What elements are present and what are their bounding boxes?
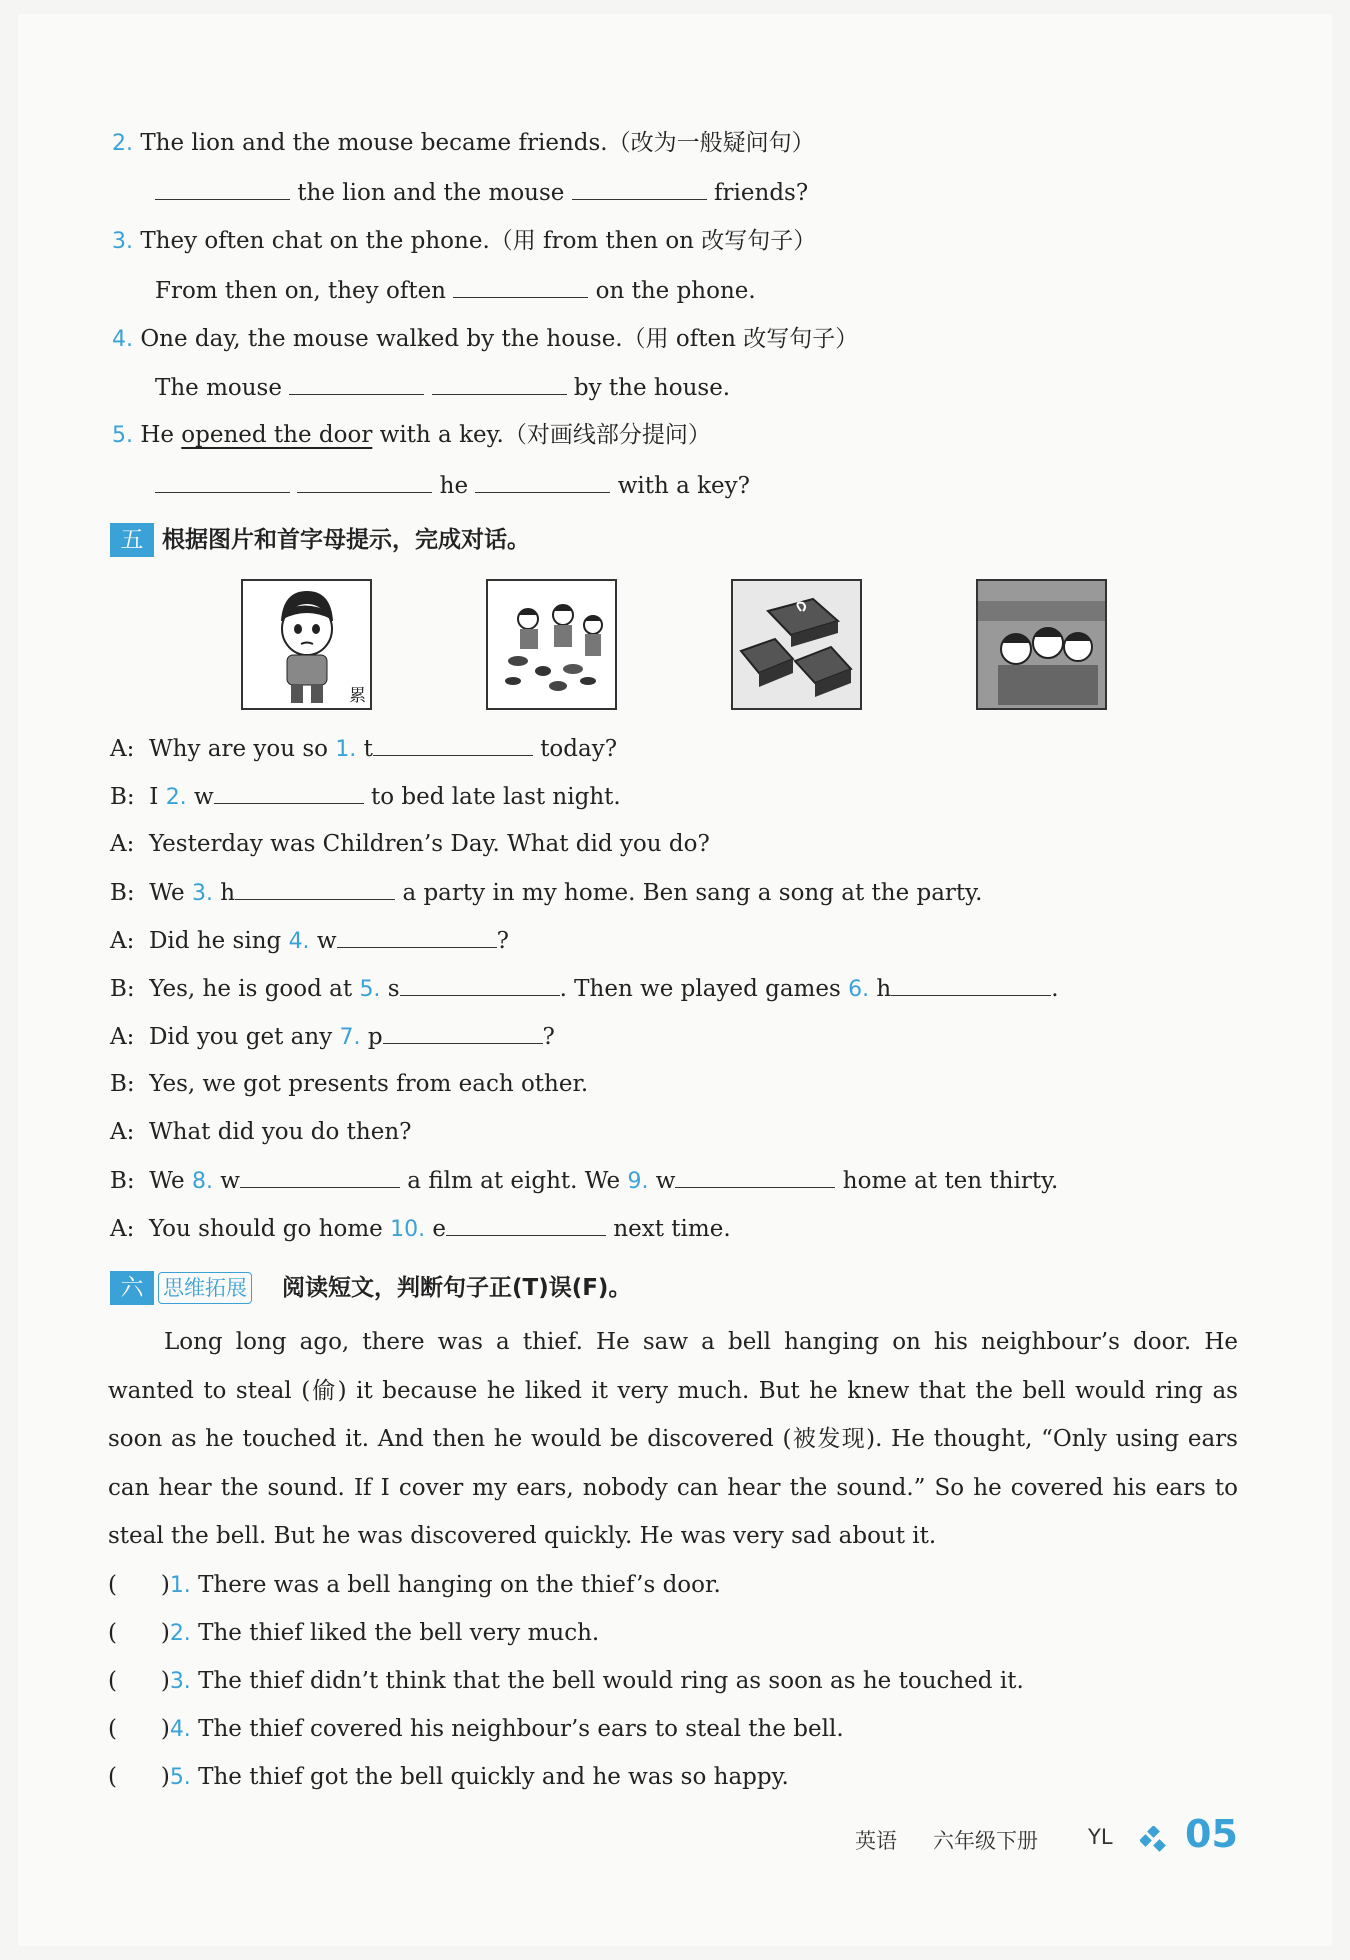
answer-line-2: the lion and the mouse friends? [155, 177, 808, 208]
section-badge-6: 六 [110, 1271, 154, 1305]
dialogue-line-2: B: I 2. w to bed late last night. [110, 781, 621, 813]
dialogue-line-1: A: Why are you so 1. t today? [110, 733, 617, 765]
question-2: 2. The lion and the mouse became friends.（改为一般疑问句） [112, 130, 815, 156]
picture-kids-party [486, 579, 617, 710]
question-4: 4. One day, the mouse walked by the house.（用 often 改写句子） [112, 326, 859, 352]
section-title-6: 阅读短文，判断句子正(T)误(F)。 [282, 1275, 632, 1301]
dialogue-line-6: B: Yes, he is good at 5. s . Then we played games 6. h . [110, 973, 1059, 1005]
answer-parenthesis[interactable]: ( ) [108, 1620, 170, 1646]
tf-item-4: ( )4. The thief covered his neighbour’s ears to steal the bell. [108, 1716, 844, 1742]
answer-blank[interactable] [214, 781, 364, 804]
picture-cinema-kids [976, 579, 1107, 710]
tf-item-5: ( )5. The thief got the bell quickly and he was so happy. [108, 1764, 789, 1790]
answer-blank[interactable] [337, 925, 497, 948]
dialogue-line-4: B: We 3. h a party in my home. Ben sang a song at the party. [110, 877, 982, 909]
answer-line-4: The mouse by the house. [155, 372, 730, 403]
picture-label: 累 [349, 686, 366, 706]
question-3: 3. They often chat on the phone.（用 from then on 改写句子） [112, 228, 817, 254]
picture-gift-boxes [731, 579, 862, 710]
section-title-5: 根据图片和首字母提示，完成对话。 [162, 527, 530, 553]
dialogue-line-7: A: Did you get any 7. p ? [110, 1021, 555, 1053]
answer-blank[interactable] [432, 372, 567, 395]
answer-line-5: he with a key? [155, 470, 750, 501]
answer-blank[interactable] [289, 372, 424, 395]
tf-item-3: ( )3. The thief didn’t think that the bell would ring as soon as he touched it. [108, 1668, 1024, 1694]
answer-parenthesis[interactable]: ( ) [108, 1572, 170, 1598]
dialogue-line-8: B: Yes, we got presents from each other. [110, 1071, 589, 1097]
answer-blank[interactable] [675, 1165, 835, 1188]
answer-blank[interactable] [446, 1213, 606, 1236]
answer-blank[interactable] [235, 877, 395, 900]
section-badge-5: 五 [110, 523, 154, 557]
page-number: 05 [1185, 1812, 1238, 1856]
answer-blank[interactable] [891, 973, 1051, 996]
dialogue-line-9: A: What did you do then? [110, 1119, 412, 1145]
diamond-icon [1140, 1826, 1168, 1858]
reading-passage: Long long ago, there was a thief. He saw a bell hanging on his neighbour’s door. He wanted to steal (偷) it because he liked it very much. But he knew that the bell would ring as soon as he touched it. And then he would be discovered (被发现). He thought, “Only using ears can hear the sound. If I cover my ears, nobody can hear the sound.” So he covered his ears to steal the bell. But he was discovered quickly. He was very sad about it. [108, 1329, 1238, 1549]
dialogue-line-10: B: We 8. w a film at eight. We 9. w home at ten thirty. [110, 1165, 1058, 1197]
answer-blank[interactable] [475, 470, 610, 493]
answer-blank[interactable] [155, 177, 290, 200]
thinking-extension-tag: 思维拓展 [158, 1272, 252, 1304]
answer-parenthesis[interactable]: ( ) [108, 1764, 170, 1790]
dialogue-line-3: A: Yesterday was Children’s Day. What did you do? [110, 831, 710, 857]
answer-parenthesis[interactable]: ( ) [108, 1668, 170, 1694]
footer-grade: 六年级下册 [933, 1829, 1038, 1853]
answer-blank[interactable] [383, 1021, 543, 1044]
answer-blank[interactable] [453, 275, 588, 298]
answer-blank[interactable] [572, 177, 707, 200]
answer-blank[interactable] [240, 1165, 400, 1188]
answer-blank[interactable] [297, 470, 432, 493]
tf-item-1: ( )1. There was a bell hanging on the thief’s door. [108, 1572, 721, 1598]
question-5: 5. He opened the door with a key.（对画线部分提问） [112, 422, 711, 448]
answer-blank[interactable] [373, 733, 533, 756]
underlined-phrase: opened the door [181, 422, 373, 448]
answer-blank[interactable] [155, 470, 290, 493]
dialogue-line-11: A: You should go home 10. e next time. [110, 1213, 731, 1245]
answer-blank[interactable] [400, 973, 560, 996]
answer-parenthesis[interactable]: ( ) [108, 1716, 170, 1742]
picture-tired-boy [241, 579, 372, 710]
footer-edition: YL [1088, 1825, 1113, 1849]
dialogue-line-5: A: Did he sing 4. w ? [110, 925, 509, 957]
footer-subject: 英语 [855, 1829, 897, 1853]
answer-line-3: From then on, they often on the phone. [155, 275, 756, 306]
tf-item-2: ( )2. The thief liked the bell very much. [108, 1620, 600, 1646]
